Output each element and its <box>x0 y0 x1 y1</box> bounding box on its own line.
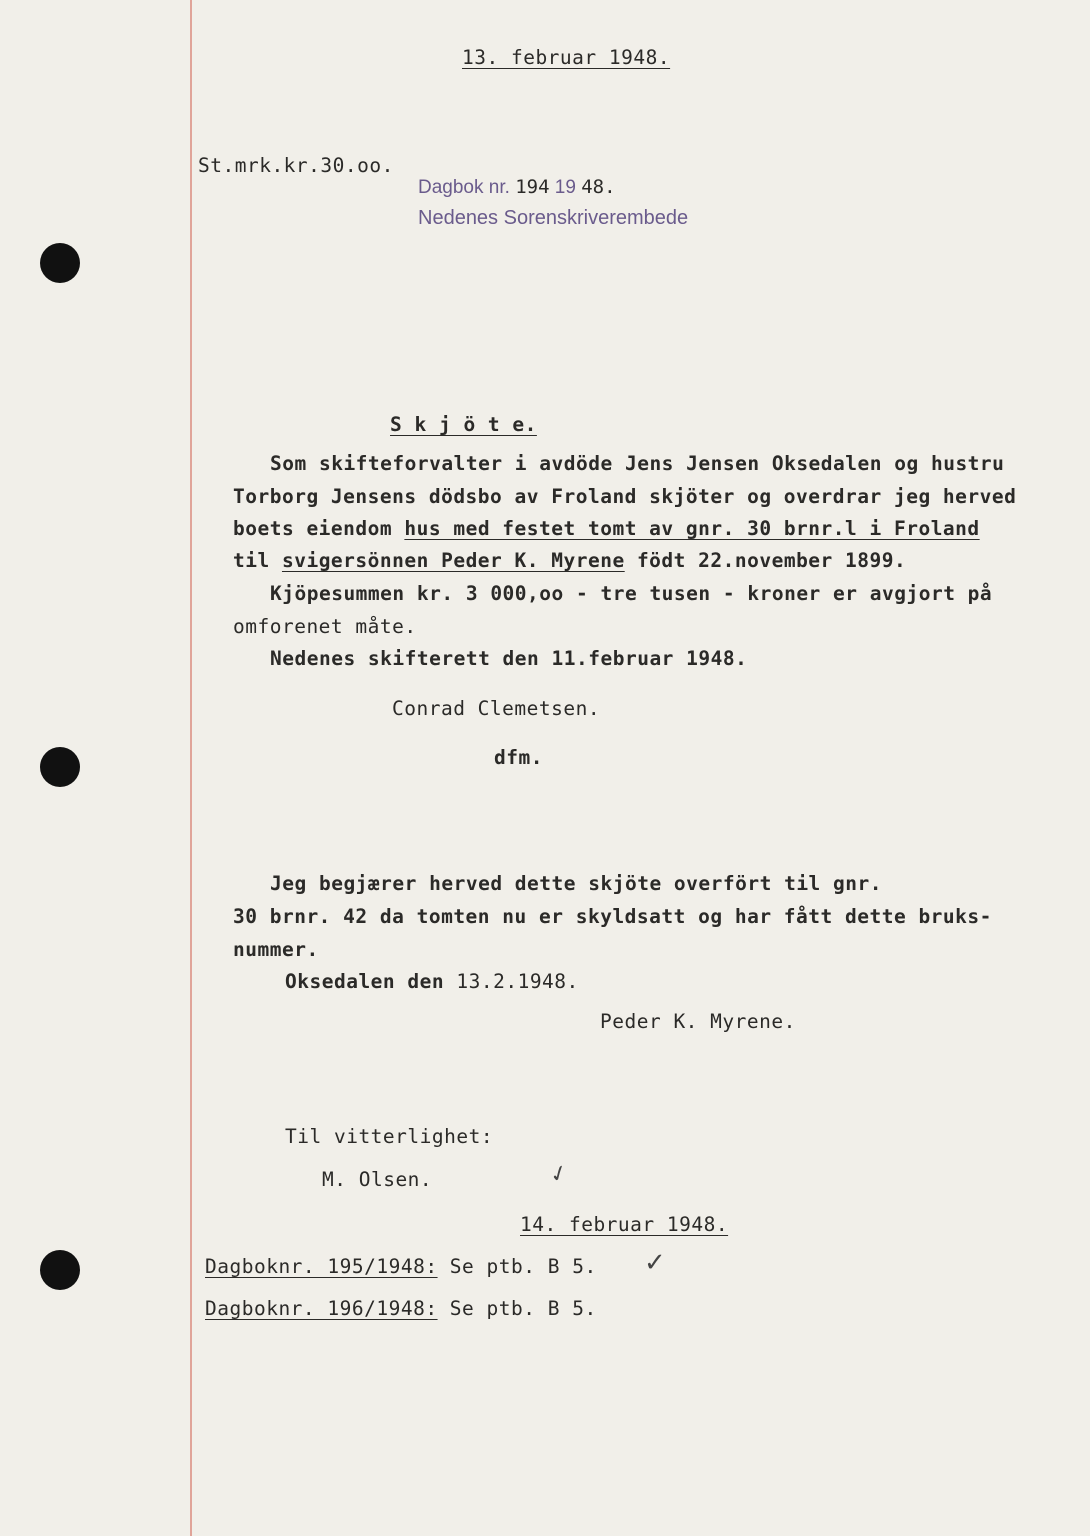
witness-label: Til vitterlighet: <box>285 1125 494 1148</box>
deed-line-3 <box>233 517 980 540</box>
entries-date: 14. februar 1948. <box>520 1213 729 1236</box>
punch-hole <box>40 243 80 283</box>
check-mark: ✓ <box>546 1159 573 1190</box>
punch-hole <box>40 747 80 787</box>
property-description: hus med festet tomt av gnr. 30 brnr.l i Froland <box>404 517 980 540</box>
deed-line-7: Nedenes skifterett den 11.februar 1948. <box>270 647 748 670</box>
deed-line-5: Kjöpesummen kr. 3 000,oo - tre tusen - kroner er avgjort på <box>270 582 993 605</box>
deed-line-3a: boets eiendom <box>233 517 405 540</box>
entry-row <box>205 1297 597 1320</box>
dagbok-year: 48. <box>581 176 616 198</box>
request-line-2: 30 brnr. 42 da tomten nu er skyldsatt og har fått dette bruks- <box>233 905 992 928</box>
check-mark: ✓ <box>644 1248 666 1278</box>
deed-line-4c: födt 22.november 1899. <box>624 549 907 572</box>
request-line-3: nummer. <box>233 938 319 961</box>
deed-line-2: Torborg Jensens dödsbo av Froland skjöter og overdrar jeg herved <box>233 485 1017 508</box>
deed-signature-title: dfm. <box>494 746 543 769</box>
request-place-date <box>285 970 579 993</box>
margin-line <box>190 0 192 1536</box>
dagbok-stamp <box>418 176 616 199</box>
request-date: 13.2.1948. <box>456 970 579 993</box>
entry-label: Dagboknr. 195/1948: <box>205 1255 438 1278</box>
entry-text: Se ptb. B 5. <box>437 1255 597 1278</box>
deed-title: S k j ö t e. <box>390 413 537 436</box>
dagbok-number: 194 <box>515 176 550 198</box>
deed-line-4a: til <box>233 549 282 572</box>
entry-text: Se ptb. B 5. <box>437 1297 597 1320</box>
stamp-duty: St.mrk.kr.30.oo. <box>198 154 394 177</box>
entry-row <box>205 1255 597 1278</box>
office-stamp: Nedenes Sorenskriverembede <box>418 207 689 229</box>
request-line-1: Jeg begjærer herved dette skjöte overfört til gnr. <box>270 872 882 895</box>
deed-line-6: omforenet måte. <box>233 615 417 638</box>
request-signature: Peder K. Myrene. <box>600 1010 796 1033</box>
entry-label: Dagboknr. 196/1948: <box>205 1297 438 1320</box>
witness-name: M. Olsen. <box>322 1168 433 1191</box>
header-date: 13. februar 1948. <box>462 46 671 69</box>
deed-line-4 <box>233 549 906 572</box>
buyer-name: svigersönnen Peder K. Myrene <box>281 549 625 572</box>
dagbok-mid: 19 <box>554 177 576 198</box>
deed-signature: Conrad Clemetsen. <box>392 697 601 720</box>
punch-hole <box>40 1250 80 1290</box>
request-place: Oksedalen den <box>285 970 457 993</box>
dagbok-label: Dagbok nr. <box>418 177 510 198</box>
deed-line-1: Som skifteforvalter i avdöde Jens Jensen Oksedalen og hustru <box>270 452 1005 475</box>
